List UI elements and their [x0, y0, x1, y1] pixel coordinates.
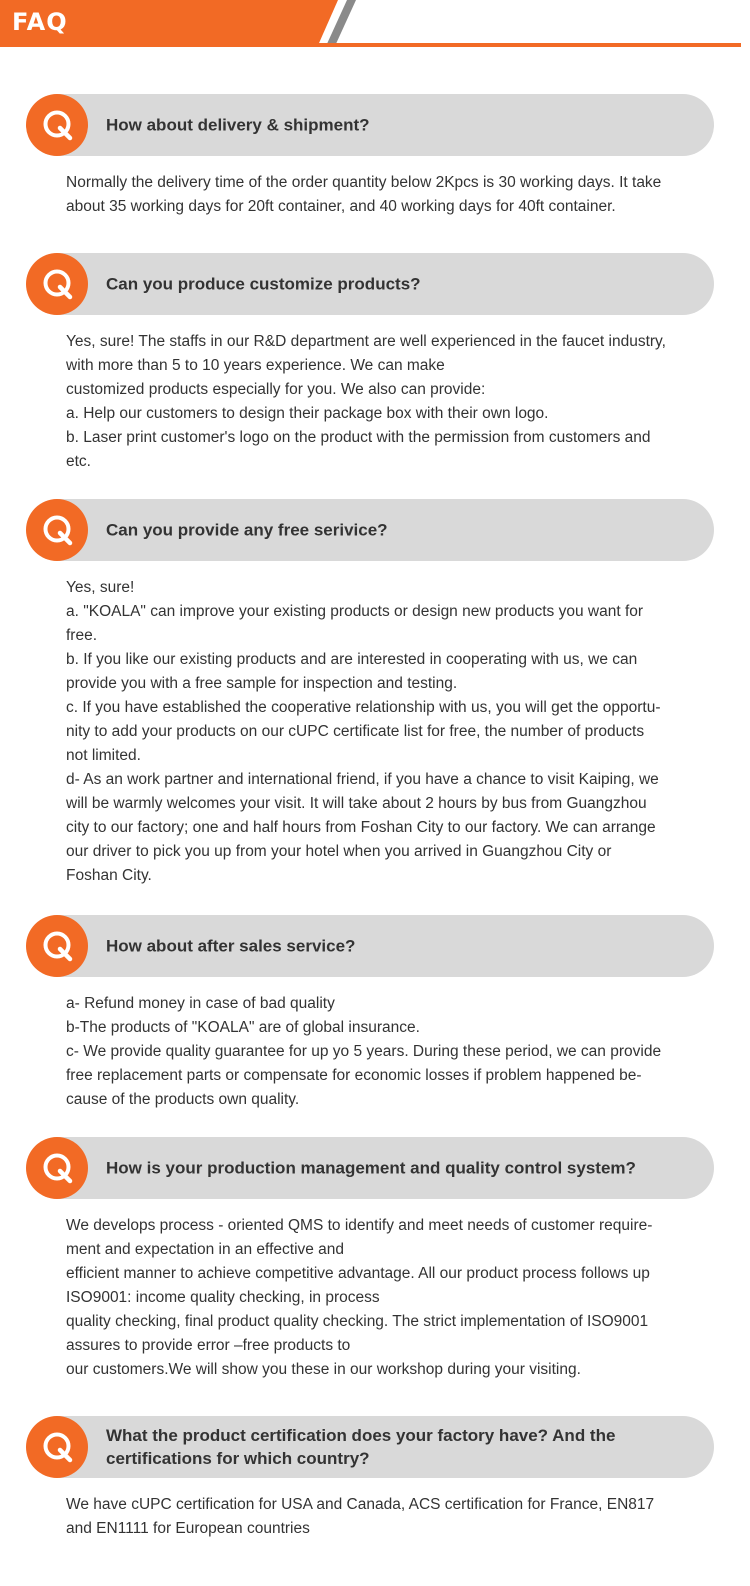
- faq-header-rule: [0, 43, 741, 47]
- faq-question-bar: [28, 499, 714, 561]
- q-icon: [26, 94, 88, 156]
- answer-line: a. "KOALA" can improve your existing products or design new products you want for: [66, 603, 644, 620]
- answer-line: with more than 5 to 10 years experience. We can make: [66, 357, 445, 374]
- answer-line: Yes, sure! The staffs in our R&D department are well experienced in the faucet industry,: [66, 333, 666, 350]
- answer-line: assures to provide error –free products to: [66, 1337, 351, 1354]
- faq-question-bar: [28, 253, 714, 315]
- faq-answer: [66, 1493, 696, 1541]
- faq-question: How is your production management and quality control system?: [106, 1158, 636, 1178]
- faq-question: Can you provide any free serivice?: [106, 520, 388, 540]
- answer-line: about 35 working days for 20ft container, and 40 working days for 40ft container.: [66, 198, 616, 215]
- answer-line: We develops process - oriented QMS to identify and meet needs of customer require-: [66, 1217, 653, 1234]
- answer-line: efficient manner to achieve competitive advantage. All our product process follows up: [66, 1265, 650, 1282]
- answer-line: our customers.We will show you these in our workshop during your visiting.: [66, 1361, 581, 1378]
- faq-answer: [66, 576, 696, 888]
- answer-line: cause of the products own quality.: [66, 1091, 300, 1108]
- q-icon: [26, 915, 88, 977]
- answer-line: not limited.: [66, 747, 141, 764]
- q-icon: [26, 499, 88, 561]
- answer-line: b-The products of "KOALA" are of global insurance.: [66, 1019, 420, 1036]
- answer-line: c- We provide quality guarantee for up yo 5 years. During these period, we can provide: [66, 1043, 662, 1060]
- faq-question-bar: [28, 1416, 714, 1478]
- answer-line: b. If you like our existing products and are interested in cooperating with us, we can: [66, 651, 638, 668]
- answer-line: provide you with a free sample for inspection and testing.: [66, 675, 458, 692]
- answer-line: our driver to pick you up from your hotel when you arrived in Guangzhou City or: [66, 843, 612, 860]
- answer-line: Normally the delivery time of the order quantity below 2Kpcs is 30 working days. It take: [66, 174, 662, 191]
- faq-question: How about after sales service?: [106, 936, 356, 956]
- faq-question: What the product certification does your factory have? And the certifications for which country?: [106, 1426, 616, 1468]
- answer-line: a. Help our customers to design their package box with their own logo.: [66, 405, 549, 422]
- faq-answer: [66, 992, 696, 1112]
- q-icon: [26, 1416, 88, 1478]
- q-icon: [26, 1137, 88, 1199]
- answer-line: ISO9001: income quality checking, in process: [66, 1289, 380, 1306]
- faq-question: Can you produce customize products?: [106, 274, 421, 294]
- answer-line: c. If you have established the cooperative relationship with us, you will get the opportu-: [66, 699, 661, 716]
- answer-line: etc.: [66, 453, 91, 470]
- faq-question-bar: [28, 94, 714, 156]
- faq-question: How about delivery & shipment?: [106, 115, 370, 135]
- answer-line: Foshan City.: [66, 867, 152, 884]
- faq-answer: [66, 171, 696, 219]
- answer-line: d- As an work partner and international friend, if you have a chance to visit Kaiping, we: [66, 771, 659, 788]
- answer-line: free.: [66, 627, 98, 644]
- answer-line: quality checking, final product quality checking. The strict implementation of ISO9001: [66, 1313, 649, 1330]
- answer-line: Yes, sure!: [66, 579, 135, 596]
- faq-answer: [66, 330, 696, 474]
- answer-line: a- Refund money in case of bad quality: [66, 995, 335, 1012]
- answer-line: b. Laser print customer's logo on the product with the permission from customers and: [66, 429, 651, 446]
- faq-title: FAQ: [12, 8, 68, 36]
- answer-line: customized products especially for you. We also can provide:: [66, 381, 486, 398]
- answer-line: free replacement parts or compensate for economic losses if problem happened be-: [66, 1067, 642, 1084]
- answer-line: We have cUPC certification for USA and Canada, ACS certification for France, EN817: [66, 1496, 655, 1513]
- faq-question-bar: [28, 915, 714, 977]
- answer-line: ment and expectation in an effective and: [66, 1241, 345, 1258]
- faq-header: [0, 0, 750, 50]
- q-icon: [26, 253, 88, 315]
- answer-line: city to our factory; one and half hours from Foshan City to our factory. We can arrange: [66, 819, 656, 836]
- answer-line: and EN1111 for European countries: [66, 1520, 310, 1537]
- faq-question-bar: [28, 1137, 714, 1199]
- answer-line: nity to add your products on our cUPC certificate list for free, the number of products: [66, 723, 645, 740]
- answer-line: will be warmly welcomes your visit. It will take about 2 hours by bus from Guangzhou: [66, 795, 647, 812]
- faq-answer: [66, 1214, 696, 1382]
